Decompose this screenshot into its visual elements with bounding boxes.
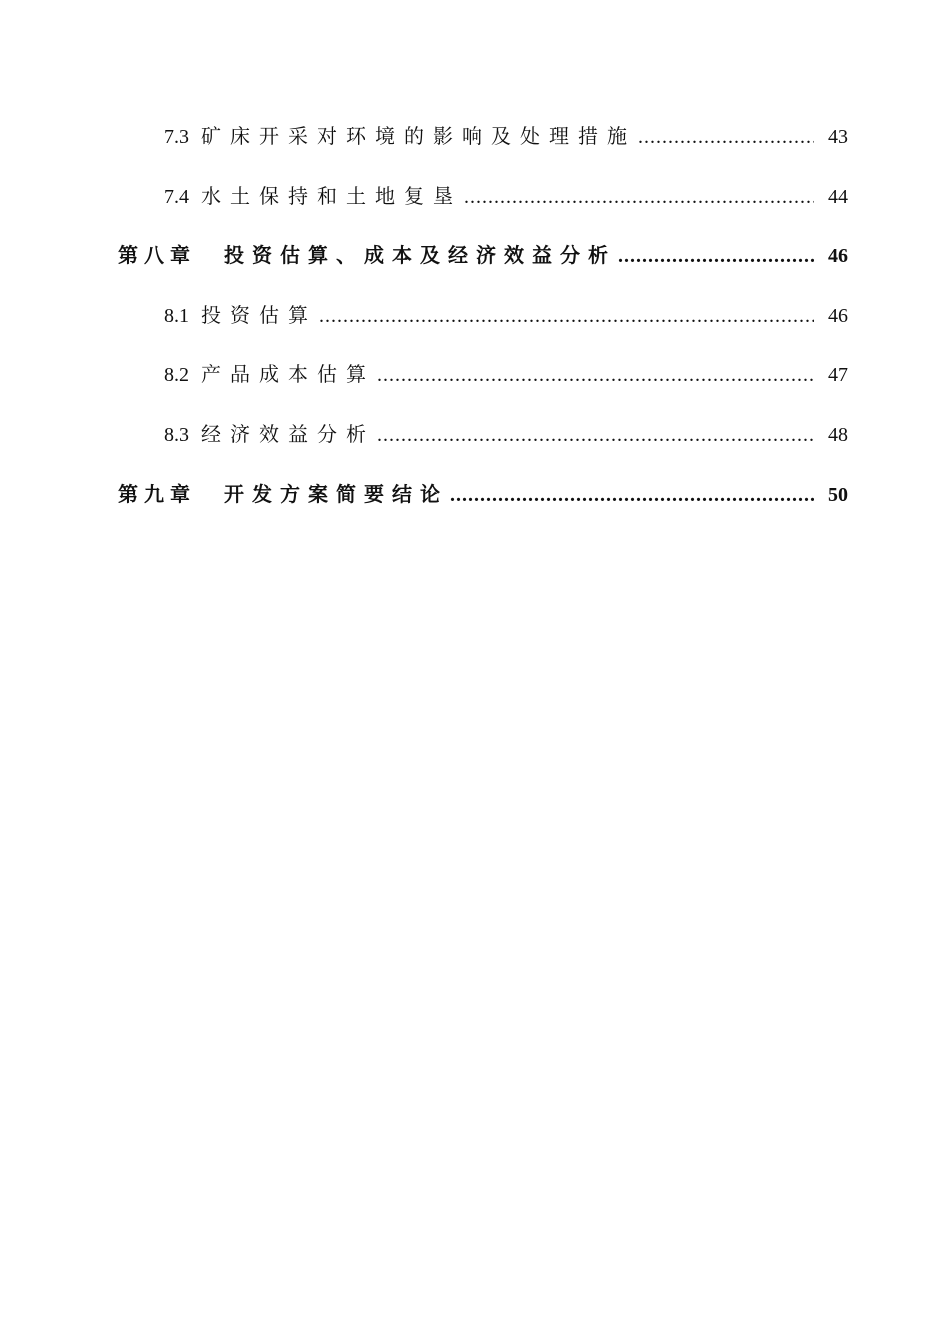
table-of-contents: [118, 120, 848, 537]
toc-entry-number: 8.3: [164, 423, 189, 446]
toc-entry-page: 46: [828, 304, 848, 327]
toc-entry-page: 44: [828, 185, 848, 208]
toc-entry-page: 48: [828, 423, 848, 446]
toc-chapter-page: 50: [828, 483, 848, 506]
dot-leader: [319, 305, 814, 328]
toc-entry-page: 47: [828, 364, 848, 387]
toc-entry-number: 7.3: [164, 126, 189, 148]
toc-entry-number: 8.1: [164, 304, 189, 327]
dot-leader: [450, 484, 814, 507]
dot-leader: [638, 126, 814, 149]
toc-entry-title: 经济效益分析: [201, 421, 375, 446]
toc-entry-title: 水土保持和土地复垦: [201, 183, 462, 208]
toc-chapter-title: 投资估算、成本及经济效益分析: [224, 243, 616, 268]
toc-entry-chapter-9[interactable]: [118, 478, 848, 538]
toc-entry-page: 43: [828, 126, 848, 148]
dot-leader: [377, 424, 814, 447]
toc-entry-8-2[interactable]: [118, 358, 848, 418]
toc-chapter-number: 第八章: [118, 245, 196, 268]
toc-entry-title: 投资估算: [201, 302, 317, 327]
toc-entry-7-4[interactable]: [118, 180, 848, 240]
toc-entry-chapter-8[interactable]: [118, 239, 848, 299]
toc-entry-title: 产品成本估算: [201, 362, 375, 387]
dot-leader: [377, 364, 814, 387]
toc-entry-number: 7.4: [164, 185, 189, 208]
toc-chapter-page: 46: [828, 245, 848, 268]
toc-entry-number: 8.2: [164, 364, 189, 387]
toc-entry-title: 矿床开采对环境的影响及处理措施: [201, 124, 636, 148]
dot-leader: [464, 186, 814, 209]
toc-entry-8-1[interactable]: [118, 299, 848, 359]
toc-entry-7-3[interactable]: [118, 120, 848, 180]
toc-chapter-number: 第九章: [118, 483, 196, 506]
toc-chapter-title: 开发方案简要结论: [224, 481, 448, 506]
dot-leader: [618, 245, 814, 268]
toc-entry-8-3[interactable]: [118, 418, 848, 478]
